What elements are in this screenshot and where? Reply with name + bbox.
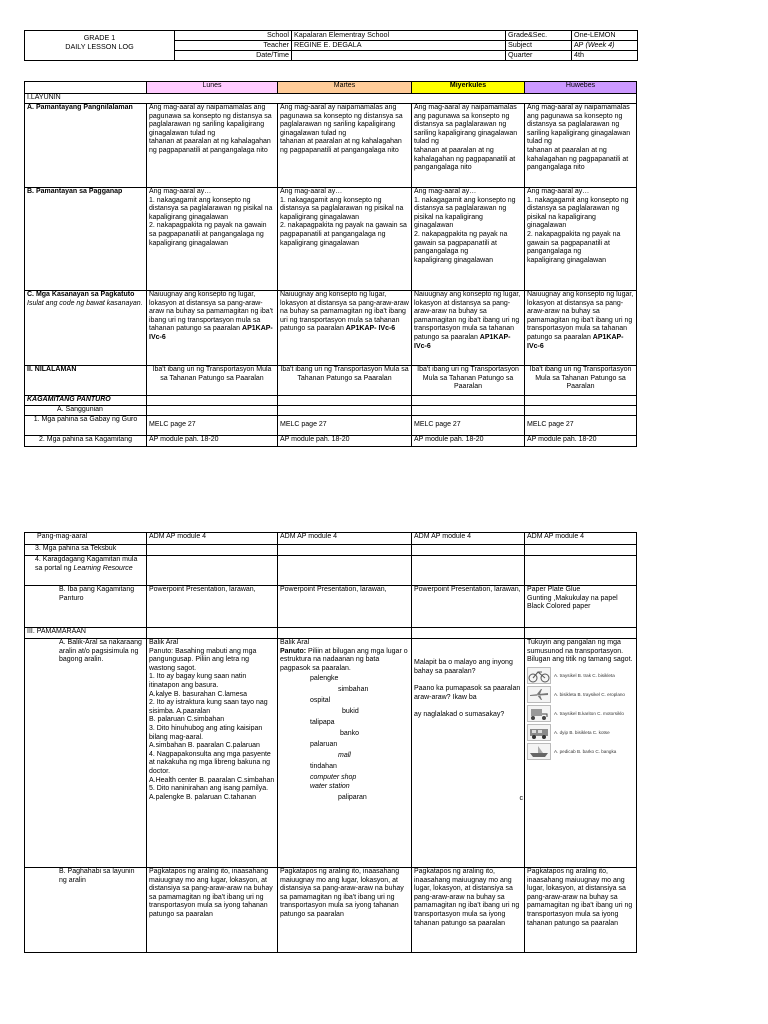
bicycle-icon xyxy=(527,667,551,684)
balik-miyerkules-q1: Malapit ba o malayo ang inyong bahay sa paaralan? xyxy=(414,659,513,675)
place-item: bukid xyxy=(342,708,359,716)
balik-miyerkules-q2: Paano ka pumapasok sa paaralan araw-araw? Ikaw ba xyxy=(414,685,521,701)
place-item: simbahan xyxy=(338,686,369,694)
grade-title-cell xyxy=(25,31,175,61)
iba-martes: Powerpoint Presentation, larawan, xyxy=(278,586,412,628)
balik-lunes-title: Balik Aral xyxy=(149,639,179,646)
teksbuk-miyerkules xyxy=(412,545,525,556)
nilalaman-martes: Iba't ibang uri ng Transportasyon Mula sa Tahanan Patungo sa Paaralan xyxy=(278,366,412,396)
quarter-label: Quarter xyxy=(506,51,572,61)
lr-label xyxy=(25,556,147,586)
place-item: paliparan xyxy=(338,794,367,802)
pang-miyerkules: ADM AP module 4 xyxy=(412,533,525,545)
kagamitang-pahina-miyerkules: AP module pah. 18-20 xyxy=(412,436,525,447)
gabay-miyerkules: MELC page 27 xyxy=(412,416,525,436)
balik-lunes-text: Panuto: Basahing mabuti ang mga pangungusap. Piliin ang letra ng wastong sagot. 1. Ito ay bagay kung saan natin itinatapon ang basura. A.kalye B. basurahan C.lamesa 2. Ito ay istraktura kung saan tayo nag sisimba. A.paaralan B. palaruan C.simbahan 3. Dito hinuhubog ang ating kaisipan bilang mag-aaral. A.simbahan B. paaralan C.palaruan 4. Nagpapakonsulta ang mga pasyente at nakakuha ng mga libreng bakuna ng doctor. A.Health center B. paaralan C.simbahan 5. Dito naninirahan ang isang pamilya. A.palengke B. palaruan C.tahanan xyxy=(149,647,275,801)
nilalaman-label: II. NILALAMAN xyxy=(25,366,147,396)
balik-miyerkules xyxy=(412,639,525,868)
c-martes-text: Naiuugnay ang konsepto ng lugar, lokasyon at distansya sa pang-araw-araw na buhay sa pamamagitan ng iba't ibang uri ng transportasyon mula sa tahanan patungo sa paaralan xyxy=(280,291,409,333)
kagamitan-label: KAGAMITANG PANTURO xyxy=(25,396,147,406)
grade-label: GRADE 1 xyxy=(83,33,116,42)
place-item: ospital xyxy=(310,697,331,705)
sanggunian-lunes xyxy=(147,406,278,416)
place-item: palengke xyxy=(310,675,339,683)
b-huwebes: Ang mag-aaral ay… 1. nakagagamit ang konsepto ng distansya sa paglalarawan ng pisikal na kapaligirang ginagalawan 2. nakapagpakita ng payak na gawain sa pagpapanatili at pangangalaga ng kapaligirang ginagalawan xyxy=(525,188,637,291)
kagamitang-pahina-martes: AP module pah. 18-20 xyxy=(278,436,412,447)
c-miyerkules xyxy=(412,291,525,366)
nilalaman-huwebes: Iba't ibang uri ng Transportasyon Mula sa Tahanan Patungo sa Paaralan xyxy=(525,366,637,396)
pamantayang-pangnilalaman-label: A. Pamantayang Pangnilalaman xyxy=(25,104,147,188)
c-martes xyxy=(278,291,412,366)
kagamitan-miyerkules xyxy=(412,396,525,406)
grade-sec-label: Grade&Sec. xyxy=(506,31,572,41)
c-martes-code: AP1KAP- IVc-6 xyxy=(345,325,396,333)
day-header-miyerkules: Miyerkules xyxy=(412,82,525,94)
lesson-table-2 xyxy=(24,532,637,953)
pamantayan-pagganap-label: B. Pamantayan sa Pagganap xyxy=(25,188,147,291)
c-lunes xyxy=(147,291,278,366)
a-lunes: Ang mag-aaral ay naipamamalas ang pagunawa sa konsepto ng distansya sa paglalarawan ng sariling kapaligirang ginagalawan tulad ng tahanan at paaralan at ng kahalagahan ng pagpapanatili at pangangalaga nito xyxy=(147,104,278,188)
paghahabi-martes: Pagkatapos ng araling ito, inaasahang maiuugnay mo ang lugar, lokasyon, at distansiya sa pang-araw-araw na buhay sa pamamagitan ng iba't ibang uri ng transportasyon mula sa iyong tahanan patungo sa paaralan xyxy=(278,868,412,953)
teacher-value: REGINE E. DEGALA xyxy=(292,41,506,51)
school-label: School xyxy=(175,31,292,41)
lr-lunes xyxy=(147,556,278,586)
gabay-martes: MELC page 27 xyxy=(278,416,412,436)
day-header-huwebes: Huwebes xyxy=(525,82,637,94)
place-item: tindahan xyxy=(310,763,337,771)
balik-miyerkules-q3: ay naglalakad o sumasakay? xyxy=(414,711,505,719)
sanggunian-martes xyxy=(278,406,412,416)
lr-label-italic: Learning Resource xyxy=(73,564,133,572)
iba-huwebes: Paper Plate Glue Gunting ,Makukulay na papel Black Colored paper xyxy=(525,586,637,628)
pamamaraan-huwebes xyxy=(525,628,637,639)
stray-c: c xyxy=(519,795,523,802)
a-huwebes: Ang mag-aaral ay naipamamalas ang pagunawa sa konsepto ng distansya sa paglalarawan ng sariling kapaligirang ginagalawan tulad ng tahanan at paaralan at ng kahalagahan ng pagpapanatili at pangangalaga nito xyxy=(525,104,637,188)
sanggunian-label: A. Sanggunian xyxy=(25,406,147,416)
day-header-martes: Martes xyxy=(278,82,412,94)
balik-martes-instructions xyxy=(280,648,409,674)
jeepney-icon xyxy=(527,724,551,741)
balik-martes-text: Piliin at bilugan ang mga lugar o estruktura na nadaanan ng bata pagpasok sa paaralan. xyxy=(280,647,408,672)
pamamaraan-label: III. PAMAMARAAN xyxy=(25,628,147,639)
transport-picture xyxy=(527,705,634,722)
datetime-label: Date/Time xyxy=(175,51,292,61)
paghahabi-huwebes: Pagkatapos ng araling ito, inaasahang maiuugnay mo ang lugar, lokasyon, at distansiya sa pang-araw-araw na buhay sa pamamagitan ng iba't ibang uri ng transportasyon mula sa iyong tahanan patungo sa paaralan xyxy=(525,868,637,953)
place-item: mall xyxy=(338,752,351,760)
teksbuk-martes xyxy=(278,545,412,556)
kagamitan-huwebes xyxy=(525,396,637,406)
subject-value xyxy=(572,41,638,51)
place-item: talipapa xyxy=(310,719,335,727)
place-item: palaruan xyxy=(310,741,338,749)
pamamaraan-miyerkules xyxy=(412,628,525,639)
pang-lunes: ADM AP module 4 xyxy=(147,533,278,545)
kagamitang-pahina-label: 2. Mga pahina sa Kagamitang xyxy=(25,436,147,447)
sanggunian-miyerkules xyxy=(412,406,525,416)
c-lunes-code: AP1KAP- IVc-6 xyxy=(149,325,273,341)
datetime-value xyxy=(292,51,506,61)
c-miyerkules-code: AP1KAP- IVc-6 xyxy=(414,333,511,350)
log-title: DAILY LESSON LOG xyxy=(65,42,134,51)
place-item: computer shop xyxy=(310,774,357,782)
transport-picture xyxy=(527,743,634,760)
lr-label-main: 4. Karagdagang Kagamitan mula sa portal ng xyxy=(35,556,138,572)
layunin-heading: I.LAYUNIN xyxy=(25,94,637,104)
kasanayan-cell xyxy=(25,291,147,366)
b-lunes: Ang mag-aaral ay… 1. nakagagamit ang konsepto ng distansya sa paglalarawan ng pisikal na kapaligirang ginagalawan 2. nakapagpakita ng payak na gawain sa pagpapanatili at pangangalaga ng kapaligirang ginagalawan xyxy=(147,188,278,291)
transport-picture xyxy=(527,724,634,741)
airplane-icon xyxy=(527,686,551,703)
transport-picture xyxy=(527,667,634,684)
nilalaman-lunes: Iba't ibang uri ng Transportasyon Mula sa Tahanan Patungo sa Paaralan xyxy=(147,366,278,396)
balik-martes-panuto: Panuto: xyxy=(280,647,308,655)
teksbuk-huwebes xyxy=(525,545,637,556)
a-miyerkules: Ang mag-aaral ay naipamamalas ang pagunawa sa konsepto ng distansya sa paglalarawan ng sariling kapaligirang ginagalawan tulad ng tahanan at paaralan at ng kahalagahan ng pagpapanatili at pangangalaga nito xyxy=(412,104,525,188)
paghahabi-miyerkules: Pagkatapos ng araling ito, inaasahang maiuugnay mo ang lugar, lokasyon, at distansiya sa pang-araw-araw na buhay sa pamamagitan ng iba't ibang uri ng transportasyon mula sa iyong tahanan patungo sa paaralan xyxy=(412,868,525,953)
picture-caption: A. dyip B. bisikleta C. kotse xyxy=(554,729,610,735)
pang-mag-aaral-label: Pang-mag-aaral xyxy=(25,533,147,545)
c-lunes-text: Naiuugnay ang konsepto ng lugar, lokasyon at distansya sa pang-araw-araw na buhay sa pamamagitan ng iba't ibang uri ng transportasyon mula sa tahanan patungo sa paaralan xyxy=(149,291,273,333)
lr-huwebes xyxy=(525,556,637,586)
place-item: banko xyxy=(340,730,360,738)
iba-miyerkules: Powerpoint Presentation, larawan, xyxy=(412,586,525,628)
school-value: Kapalaran Elementray School xyxy=(292,31,506,41)
teacher-label: Teacher xyxy=(175,41,292,51)
teksbuk-lunes xyxy=(147,545,278,556)
header-table xyxy=(24,30,638,61)
picture-caption: A. pedicab B. barko C. bangka xyxy=(554,748,617,754)
balik-martes xyxy=(278,639,412,868)
subject-label: Subject xyxy=(506,41,572,51)
picture-caption: A. traysikel B.kariton C. motorsiklo xyxy=(554,710,624,716)
sanggunian-huwebes xyxy=(525,406,637,416)
picture-caption: A. bisikleta B. traysikel C. eroplano xyxy=(554,691,625,697)
lr-miyerkules xyxy=(412,556,525,586)
gabay-huwebes: MELC page 27 xyxy=(525,416,637,436)
balik-aral-label: A. Balik-Aral sa nakaraang aralin at/o pagsisimula ng bagong aralin. xyxy=(25,639,147,868)
day-header-lunes: Lunes xyxy=(147,82,278,94)
pamamaraan-martes xyxy=(278,628,412,639)
balik-huwebes xyxy=(525,639,637,868)
boat-icon xyxy=(527,743,551,760)
grade-sec-value: One-LEMON xyxy=(572,31,638,41)
b-martes: Ang mag-aaral ay… 1. nakagagamit ang konsepto ng distansya sa paglalarawan ng pisikal na kapaligirang ginagalawan 2. nakapagpakita ng payak na gawain sa pagpapanatili at pangangalaga ng kapaligirang ginagalawan xyxy=(278,188,412,291)
kasanayan-label: C. Mga Kasanayan sa Pagkatuto xyxy=(27,291,135,298)
a-martes: Ang mag-aaral ay naipamamalas ang pagunawa sa konsepto ng distansya sa paglalarawan ng sariling kapaligirang ginagalawan tulad ng tahanan at paaralan at ng kahalagahan ng pagpapanatili at pangangalaga nito xyxy=(278,104,412,188)
iba-pang-kagamitan-label: B. Iba pang Kagamitang Panturo xyxy=(25,586,147,628)
quarter-value: 4th xyxy=(572,51,638,61)
place-item: water station xyxy=(310,783,350,791)
paghahabi-label: B. Paghahabi sa layunin ng aralin xyxy=(25,868,147,953)
gabay-lunes: MELC page 27 xyxy=(147,416,278,436)
kagamitan-martes xyxy=(278,396,412,406)
transport-picture xyxy=(527,686,634,703)
subject-main: AP xyxy=(574,40,586,49)
teksbuk-label: 3. Mga pahina sa Teksbuk xyxy=(25,545,147,556)
balik-lunes xyxy=(147,639,278,868)
iba-lunes: Powerpoint Presentation, larawan, xyxy=(147,586,278,628)
paghahabi-lunes: Pagkatapos ng araling ito, inaasahang maiuugnay mo ang lugar, lokasyon, at distansiya sa pang-araw-araw na buhay sa pamamagitan ng iba't ibang uri ng transportasyon mula sa iyong tahanan patungo sa paaralan xyxy=(147,868,278,953)
lr-martes xyxy=(278,556,412,586)
nilalaman-miyerkules: Iba't ibang uri ng Transportasyon Mula sa Tahanan Patungo sa Paaralan xyxy=(412,366,525,396)
pamamaraan-lunes xyxy=(147,628,278,639)
kagamitang-pahina-huwebes: AP module pah. 18-20 xyxy=(525,436,637,447)
pang-huwebes: ADM AP module 4 xyxy=(525,533,637,545)
balik-martes-title: Balik Aral xyxy=(280,639,310,646)
c-miyerkules-text: Naiuugnay ang konsepto ng lugar, lokasyon at distansya sa pang-araw-araw na buhay sa pamamagitan ng iba't ibang uri ng transportasyon mula sa tahanan patungo sa paaralan xyxy=(414,291,521,341)
c-huwebes-code: AP1KAP- IVc-6 xyxy=(527,333,624,350)
subject-week: (Week 4) xyxy=(585,40,615,49)
kasanayan-sub: Isulat ang code ng bawat kasanayan. xyxy=(27,299,143,307)
kagamitan-lunes xyxy=(147,396,278,406)
balik-huwebes-text: Tukuyin ang pangalan ng mga sumusunod na transportasyon. Bilugan ang titik ng tamang sagot. xyxy=(527,639,633,664)
gabay-label: 1. Mga pahina sa Gabay ng Guro xyxy=(25,416,147,436)
c-huwebes-text: Naiuugnay ang konsepto ng lugar, lokasyon at distansya sa pang-araw-araw na buhay sa pamamagitan ng iba't ibang uri ng transportasyon mula sa tahanan patungo sa paaralan xyxy=(527,291,634,341)
tricycle-icon xyxy=(527,705,551,722)
c-huwebes xyxy=(525,291,637,366)
corner-cell xyxy=(25,82,147,94)
kagamitang-pahina-lunes: AP module pah. 18-20 xyxy=(147,436,278,447)
picture-caption: A. traysikel B. trak C. bisikleta xyxy=(554,672,615,678)
place-list xyxy=(280,675,409,802)
lesson-table-1 xyxy=(24,81,637,447)
pang-martes: ADM AP module 4 xyxy=(278,533,412,545)
b-miyerkules: Ang mag-aaral ay… 1. nakagagamit ang konsepto ng distansya sa paglalarawan ng pisikal na kapaligirang ginagalawan 2. nakapagpakita ng payak na gawain sa pagpapanatili at pangangalaga ng kapaligirang ginagalawan xyxy=(412,188,525,291)
